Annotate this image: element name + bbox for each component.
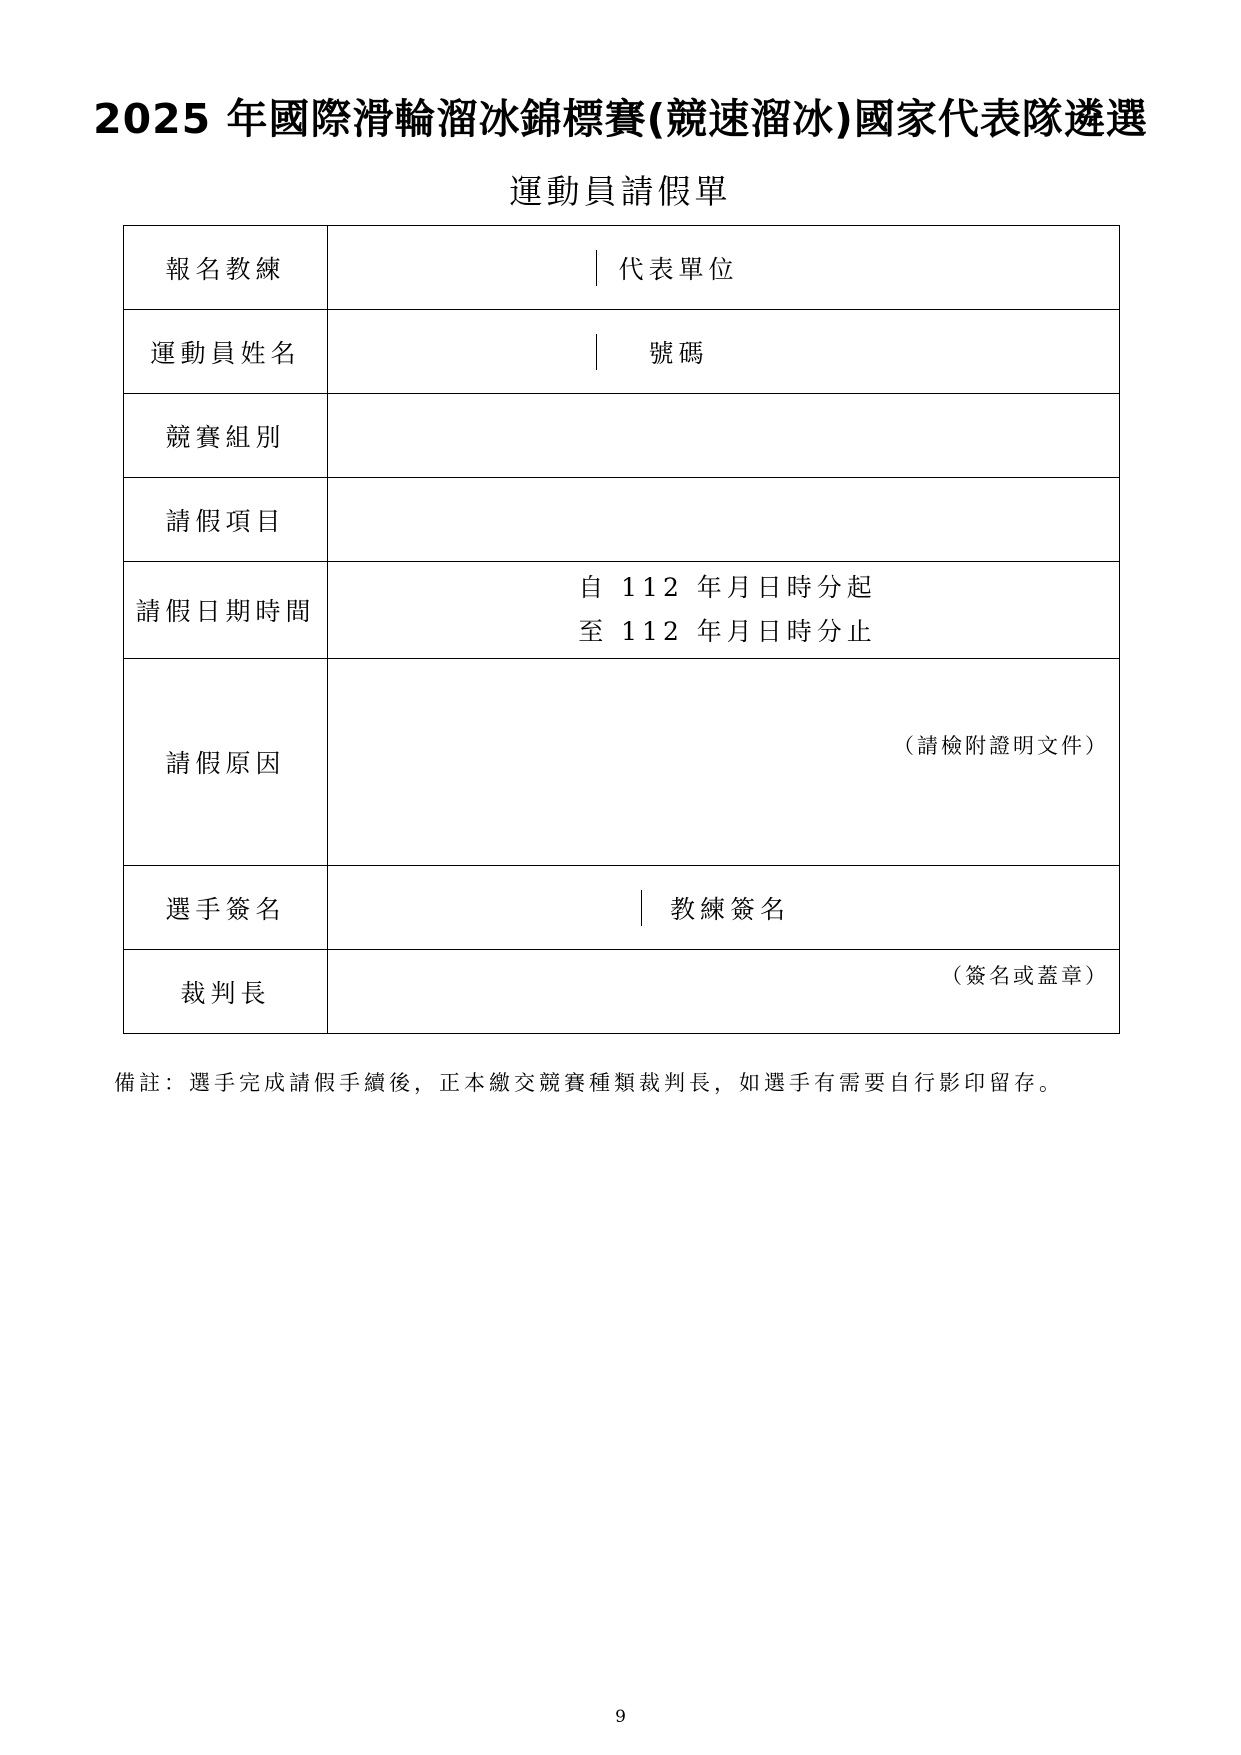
form-subtitle: 運動員請假單 xyxy=(509,172,732,211)
athlete-name-label: 運動員姓名 xyxy=(124,310,328,394)
leave-item-field[interactable] xyxy=(328,478,1120,562)
datetime-label: 請假日期時間 xyxy=(124,562,328,659)
group-label: 競賽組別 xyxy=(124,394,328,478)
date-from: 自 112 年月日時分起 xyxy=(578,573,877,602)
datetime-field[interactable] xyxy=(328,562,1120,659)
number-label: 號碼 xyxy=(596,334,760,370)
group-field[interactable] xyxy=(328,394,1120,478)
date-to: 至 112 年月日時分止 xyxy=(578,617,877,646)
leave-form-table xyxy=(123,225,1120,1034)
reason-note: （請檢附證明文件） xyxy=(893,734,1109,758)
referee-label: 裁判長 xyxy=(124,950,328,1034)
unit-label: 代表單位 xyxy=(596,250,760,286)
page-number: 9 xyxy=(615,1707,626,1727)
document-title: 2025 年國際滑輪溜冰錦標賽(競速溜冰)國家代表隊遴選 xyxy=(93,95,1148,143)
referee-note: （簽名或蓋章） xyxy=(941,963,1109,988)
coach-sign-label: 教練簽名 xyxy=(641,890,818,926)
reason-field[interactable] xyxy=(328,659,1120,866)
leave-item-label: 請假項目 xyxy=(124,478,328,562)
remark-note: 備註：選手完成請假手續後，正本繳交競賽種類裁判長，如選手有需要自行影印留存。 xyxy=(114,1071,1064,1095)
referee-field[interactable] xyxy=(328,950,1120,1034)
reason-label: 請假原因 xyxy=(124,659,328,866)
coach-label: 報名教練 xyxy=(124,226,328,310)
athlete-sign-label: 選手簽名 xyxy=(124,866,328,950)
